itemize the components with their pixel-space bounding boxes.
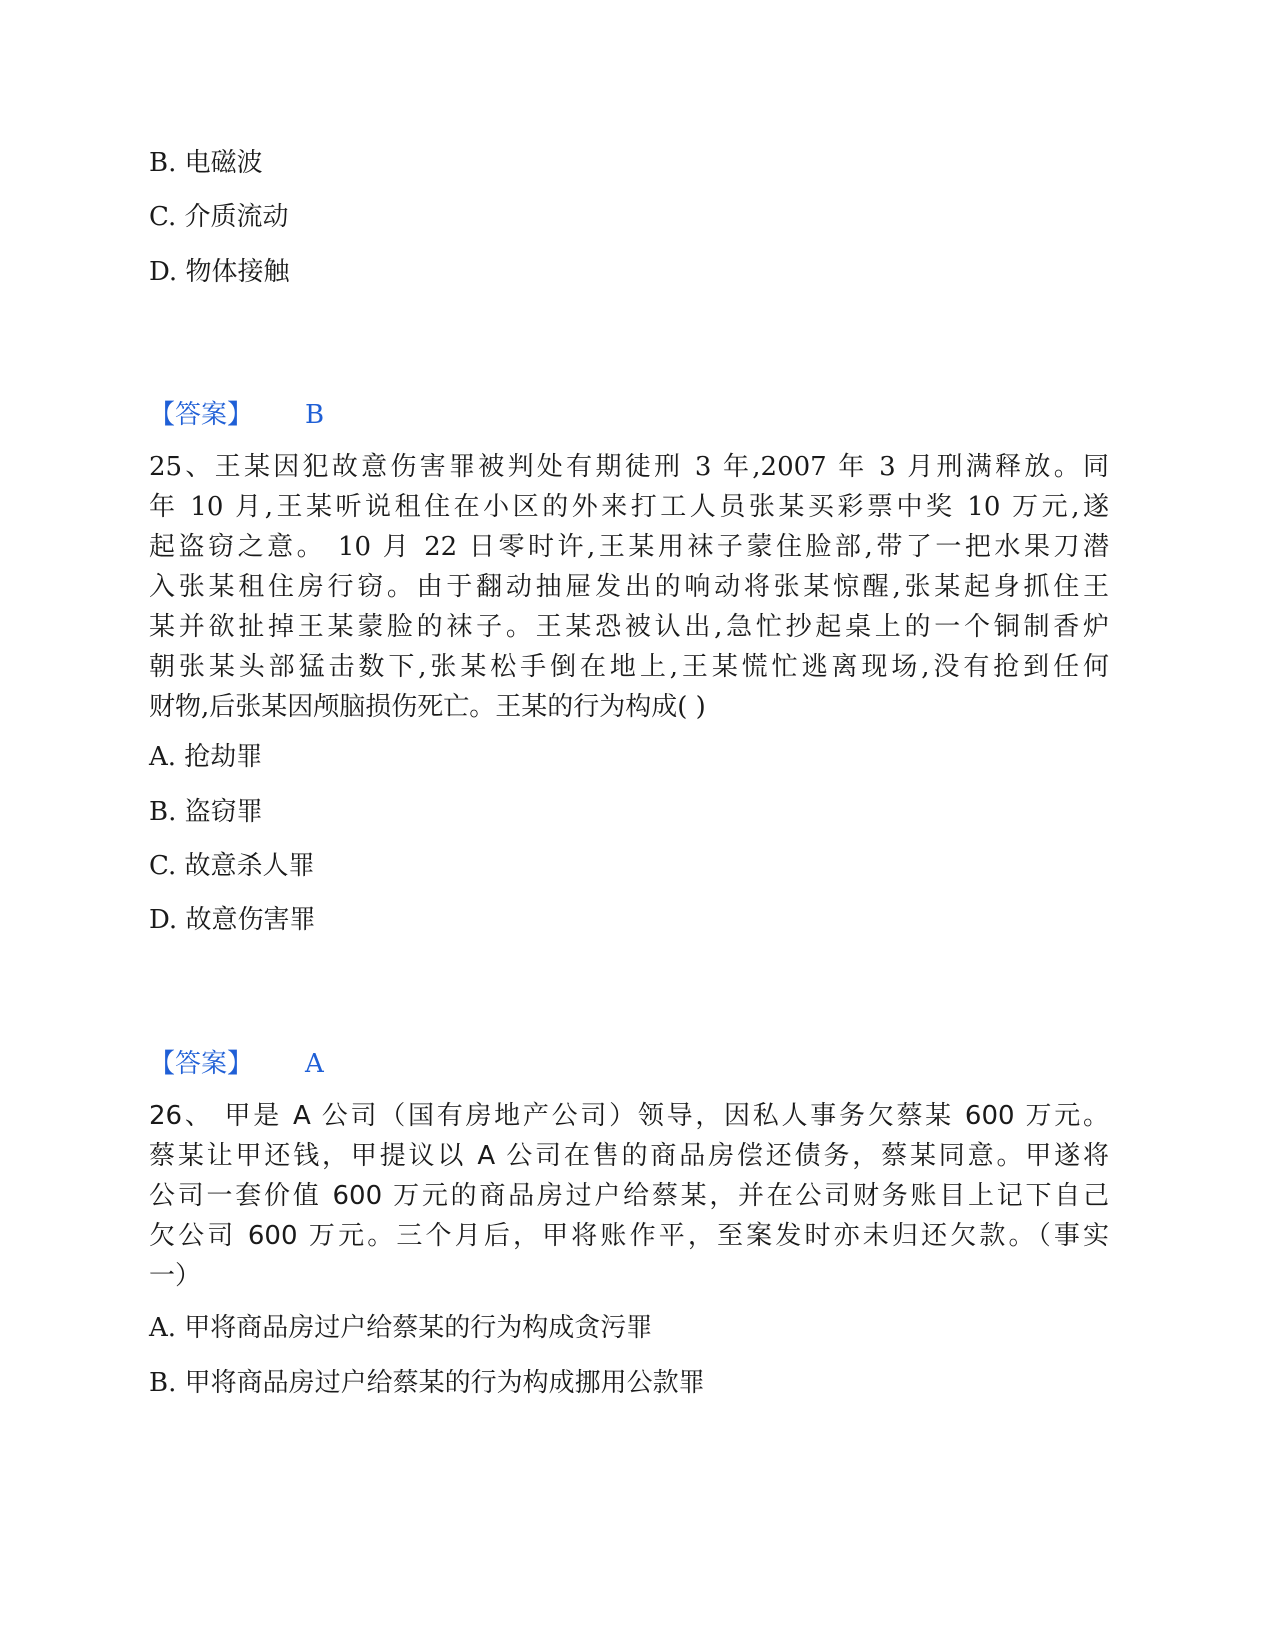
q26-line: 欠公司 600 万元。三个月后，甲将账作平，至案发时亦未归还欠款。（事实 xyxy=(149,1221,1109,1251)
q25-line: 某并欲扯掉王某蒙脸的袜子。王某恐被认出,急忙抄起桌上的一个铜制香炉 xyxy=(149,612,1109,642)
q25-question-text xyxy=(149,447,1109,727)
q26-line: 蔡某让甲还钱，甲提议以 A 公司在售的商品房偿还债务，蔡某同意。甲遂将 xyxy=(149,1141,1109,1171)
q25-line: 25、王某因犯故意伤害罪被判处有期徒刑 3 年,2007 年 3 月刑满释放。同 xyxy=(149,452,1109,482)
q25-option-b: B. 盗窃罪 xyxy=(149,797,263,827)
q24-option-d: D. 物体接触 xyxy=(149,257,290,287)
answer-label: 【答案】 xyxy=(149,1049,254,1079)
q25-answer xyxy=(149,1047,324,1081)
q26-line: 26、 甲是 A 公司（国有房地产公司）领导，因私人事务欠蔡某 600 万元。 xyxy=(149,1101,1109,1131)
q25-option-c: C. 故意杀人罪 xyxy=(149,851,315,881)
q25-line: 朝张某头部猛击数下,张某松手倒在地上,王某慌忙逃离现场,没有抢到任何 xyxy=(149,652,1109,682)
q25-line: 起盗窃之意。 10 月 22 日零时许,王某用袜子蒙住脸部,带了一把水果刀潜 xyxy=(149,532,1109,562)
q25-line: 财物,后张某因颅脑损伤死亡。王某的行为构成( ) xyxy=(149,692,706,722)
q25-line: 年 10 月,王某听说租住在小区的外来打工人员张某买彩票中奖 10 万元,遂 xyxy=(149,492,1109,522)
q26-line: 公司一套价值 600 万元的商品房过户给蔡某，并在公司财务账目上记下自己 xyxy=(149,1181,1109,1211)
q26-option-a: A. 甲将商品房过户给蔡某的行为构成贪污罪 xyxy=(149,1313,653,1343)
q26-line: 一） xyxy=(149,1261,202,1291)
answer-value: B xyxy=(305,400,325,430)
answer-value: A xyxy=(305,1049,324,1079)
q25-option-a: A. 抢劫罪 xyxy=(149,742,263,772)
q26-question-text xyxy=(149,1096,1109,1296)
answer-label: 【答案】 xyxy=(149,400,254,430)
q25-option-d: D. 故意伤害罪 xyxy=(149,905,316,935)
q24-option-c: C. 介质流动 xyxy=(149,202,289,232)
q24-option-b: B. 电磁波 xyxy=(149,148,263,178)
q25-line: 入张某租住房行窃。由于翻动抽屉发出的响动将张某惊醒,张某起身抓住王 xyxy=(149,572,1109,602)
q26-option-b: B. 甲将商品房过户给蔡某的行为构成挪用公款罪 xyxy=(149,1368,705,1398)
q24-answer xyxy=(149,398,324,432)
